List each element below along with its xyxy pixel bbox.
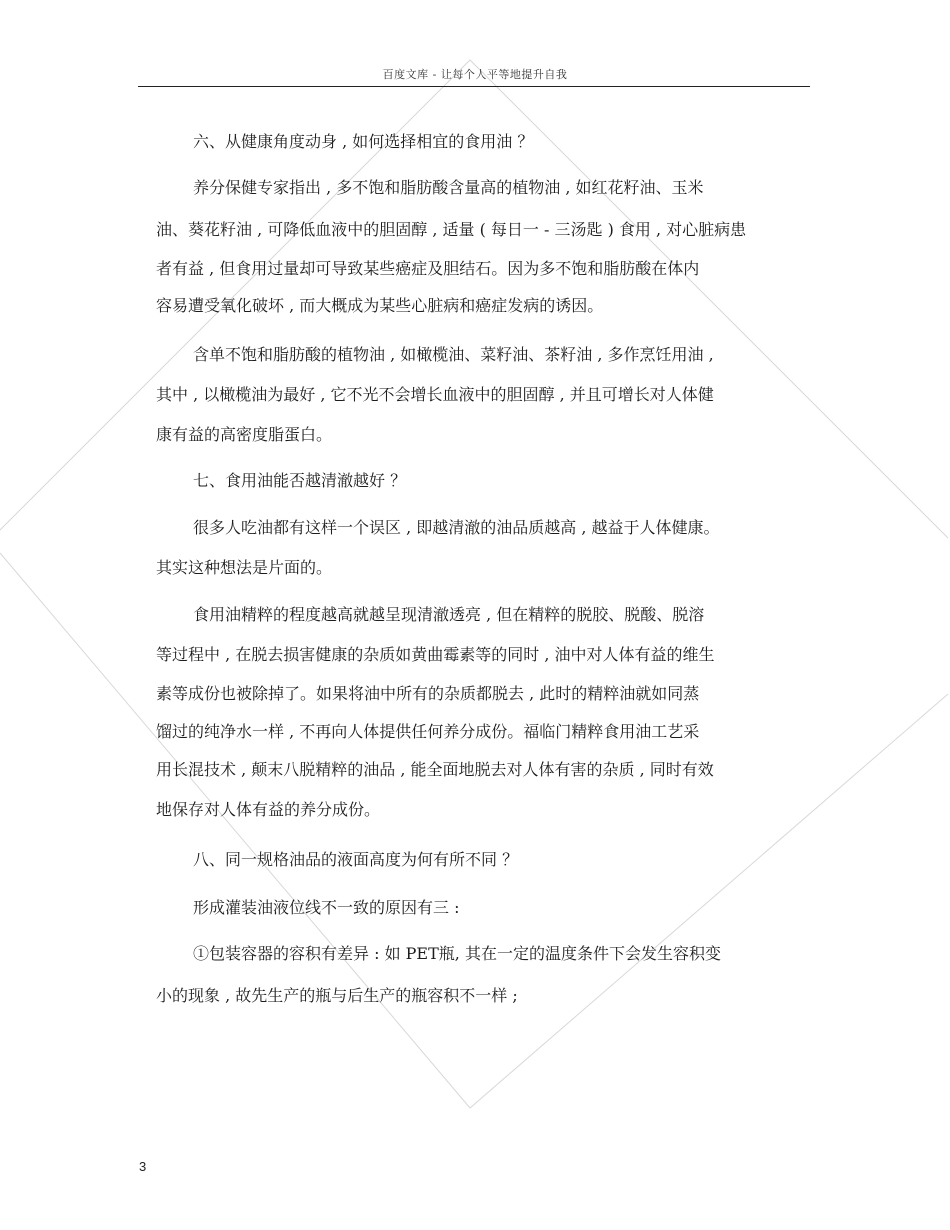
body-line: 油、葵花籽油 , 可降低血液中的胆固醇 , 适量 ( 每日一 - 三汤匙 ) 食用 , 对心脏病患 <box>156 220 747 239</box>
body-line: 地保存对人体有益的养分成份。 <box>156 800 381 819</box>
heading-section-6: 六、从健康角度动身 , 如何选择相宜的食用油 ？ <box>193 132 534 151</box>
heading-section-7: 七、食用油能否越清澈越好 ？ <box>193 471 407 490</box>
body-line: 等过程中 , 在脱去损害健康的杂质如黄曲霉素等的同时 , 油中对人体有益的维生 <box>156 645 715 664</box>
body-line: 小的现象 , 故先生产的瓶与后生产的瓶容积不一样 ; <box>156 986 518 1005</box>
body-line: 用长混技术 , 颠末八脱精粹的油品 , 能全面地脱去对人体有害的杂质 , 同时有效 <box>156 760 714 779</box>
body-line: ①包装容器的容积有差异 : 如 PET瓶, 其在一定的温度条件下会发生容积变 <box>193 944 721 963</box>
body-line: 容易遭受氧化破坏 , 而大概成为某些心脏病和癌症发病的诱因。 <box>156 296 604 315</box>
body-line: 形成灌装油液位线不一致的原因有三 : <box>193 898 460 917</box>
body-line: 素等成份也被除掉了。如果将油中所有的杂质都脱去 , 此时的精粹油就如同蒸 <box>156 684 700 703</box>
body-line: 其实这种想法是片面的。 <box>156 558 333 577</box>
heading-section-8: 八、同一规格油品的液面高度为何有所不同 ？ <box>193 850 519 869</box>
body-line: 馏过的纯净水一样 , 不再向人体提供任何养分成份。福临门精粹食用油工艺采 <box>156 722 700 741</box>
body-line: 很多人吃油都有这样一个误区 , 即越清澈的油品质越高 , 越益于人体健康。 <box>193 518 720 537</box>
body-line: 含单不饱和脂肪酸的植物油 , 如橄榄油、菜籽油、茶籽油 , 多作烹饪用油 , <box>193 345 714 364</box>
body-line: 者有益 , 但食用过量却可导致某些癌症及胆结石。因为多不饱和脂肪酸在体内 <box>156 259 700 278</box>
body-line: 其中 , 以橄榄油为最好 , 它不光不会增长血液中的胆固醇 , 并且可增长对人体健 <box>156 385 714 404</box>
page-header: 百度文库 - 让每个人平等地提升自我 <box>382 68 568 81</box>
body-line: 食用油精粹的程度越高就越呈现清澈透亮 , 但在精粹的脱胶、脱酸、脱溶 <box>193 605 705 624</box>
body-line: 康有益的高密度脂蛋白。 <box>156 425 333 444</box>
header-divider <box>138 86 810 87</box>
page-number: 3 <box>139 1159 147 1174</box>
body-line: 养分保健专家指出 , 多不饱和脂肪酸含量高的植物油 , 如红花籽油、玉米 <box>193 178 704 197</box>
